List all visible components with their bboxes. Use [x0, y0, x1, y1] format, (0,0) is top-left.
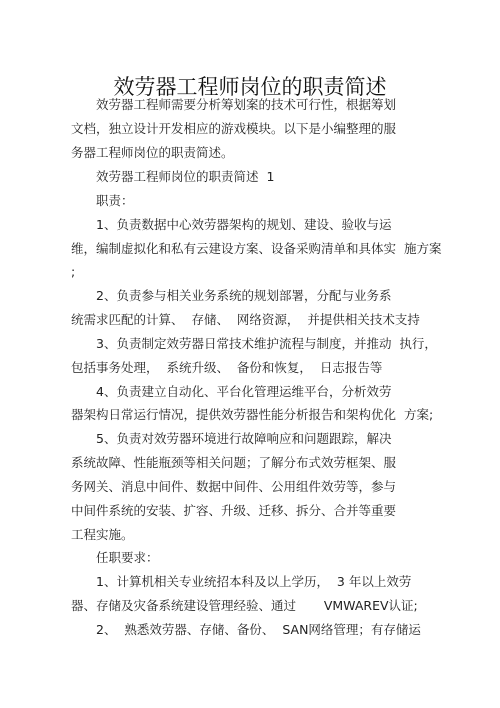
- section-heading: 效劳器工程师岗位的职责简述 1: [96, 169, 275, 184]
- duty-5-line-3: 务网关、消息中间件、数据中间件、公用组件效劳等，参与: [71, 479, 397, 494]
- duty-4-line-1: 4、负责建立自动化、平台化管理运维平台，分析效劳: [96, 384, 392, 399]
- duty-4-line-2: 器架构日常运行情况，提供效劳器性能分析报告和架构优化 方案;: [71, 407, 434, 422]
- requirement-1-line-1: 1、计算机相关专业统招本科及以上学历， 3 年以上效劳: [96, 574, 412, 589]
- intro-line-3: 务器工程师岗位的职责简述。: [71, 145, 234, 160]
- duty-3-line-1: 3、负责制定效劳器日常技术维护流程与制度，并推动 执行，: [96, 336, 437, 351]
- requirement-1-line-2: 器、存储及灾备系统建设管理经验、通过 VMWAREV认证;: [71, 598, 418, 613]
- duty-1-line-3: ;: [71, 264, 76, 279]
- duty-5-line-5: 工程实施。: [71, 527, 134, 542]
- duty-5-line-2: 系统故障、性能瓶颈等相关问题；了解分布式效劳框架、服: [71, 455, 397, 470]
- requirement-2-line-1: 2、 熟悉效劳器、存储、备份、 SAN网络管理；有存储运: [96, 622, 421, 637]
- duty-1-line-2: 维，编制虚拟化和私有云建设方案、设备采购清单和具体实 施方案: [71, 241, 442, 256]
- duties-heading: 职责：: [96, 193, 134, 208]
- duty-1-line-1: 1、负责数据中心效劳器架构的规划、建设、验收与运: [96, 217, 392, 232]
- duty-3-line-2: 包括事务处理， 系统升级、 备份和恢复， 日志报告等: [71, 360, 383, 375]
- document-title: 效劳器工程师岗位的职责简述: [113, 75, 387, 100]
- requirements-heading: 任职要求：: [96, 550, 159, 565]
- duty-5-line-1: 5、负责对效劳器环境进行故障响应和问题跟踪，解决: [96, 431, 392, 446]
- duty-2-line-1: 2、负责参与相关业务系统的规划部署，分配与业务系: [96, 288, 392, 303]
- intro-line-2: 文档，独立设计开发相应的游戏模块。以下是小编整理的服: [71, 121, 397, 136]
- intro-line-1: 效劳器工程师需要分析筹划案的技术可行性，根据筹划: [96, 97, 397, 112]
- duty-2-line-2: 统需求匹配的计算、 存储、 网络资源， 并提供相关技术支持: [71, 312, 420, 327]
- duty-5-line-4: 中间件系统的安装、扩容、升级、迁移、拆分、合并等重要: [71, 503, 397, 518]
